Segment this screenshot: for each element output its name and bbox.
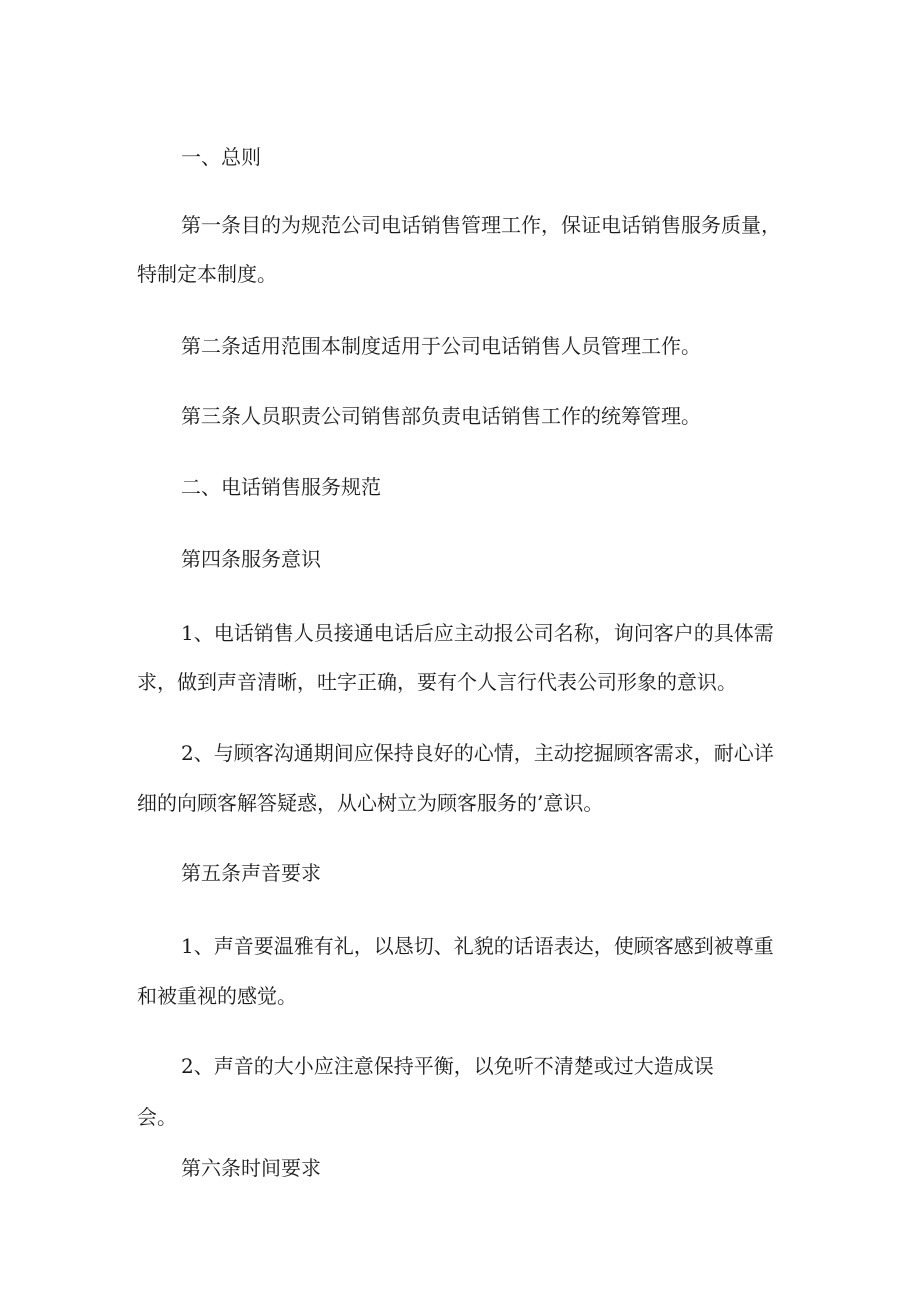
paragraph-article-5-item-1-line-1: 1、声音要温雅有礼，以恳切、礼貌的话语表达，使顾客感到被尊重: [181, 934, 774, 958]
article-heading-6: 第六条时间要求: [181, 1156, 321, 1180]
paragraph-article-5-item-2-line-1: 2、声音的大小应注意保持平衡，以免听不清楚或过大造成误: [181, 1054, 714, 1078]
paragraph-article-3: 第三条人员职责公司销售部负责电话销售工作的统筹管理。: [181, 404, 701, 428]
paragraph-article-4-item-1-line-2: 求，做到声音清晰，吐字正确，要有个人言行代表公司形象的意识。: [137, 670, 737, 694]
paragraph-article-2: 第二条适用范围本制度适用于公司电话销售人员管理工作。: [181, 334, 701, 358]
paragraph-article-1-line-1: 第一条目的为规范公司电话销售管理工作，保证电话销售服务质量，: [181, 213, 781, 237]
paragraph-article-4-item-2-line-1: 2、与顾客沟通期间应保持良好的心情，主动挖掘顾客需求，耐心详: [181, 741, 774, 765]
paragraph-article-5-item-2-line-2: 会。: [137, 1105, 177, 1129]
paragraph-article-1-line-2: 特制定本制度。: [137, 262, 277, 286]
paragraph-article-5-item-1-line-2: 和被重视的感觉。: [137, 984, 297, 1008]
paragraph-article-4-item-1-line-1: 1、电话销售人员接通电话后应主动报公司名称，询问客户的具体需: [181, 621, 774, 645]
paragraph-article-4-item-2-line-2: 细的向顾客解答疑惑，从心树立为顾客服务的’意识。: [137, 791, 604, 815]
article-heading-5: 第五条声音要求: [181, 861, 321, 885]
section-heading-general: 一、总则: [181, 145, 261, 169]
section-heading-service-norms: 二、电话销售服务规范: [181, 475, 381, 499]
article-heading-4: 第四条服务意识: [181, 547, 321, 571]
